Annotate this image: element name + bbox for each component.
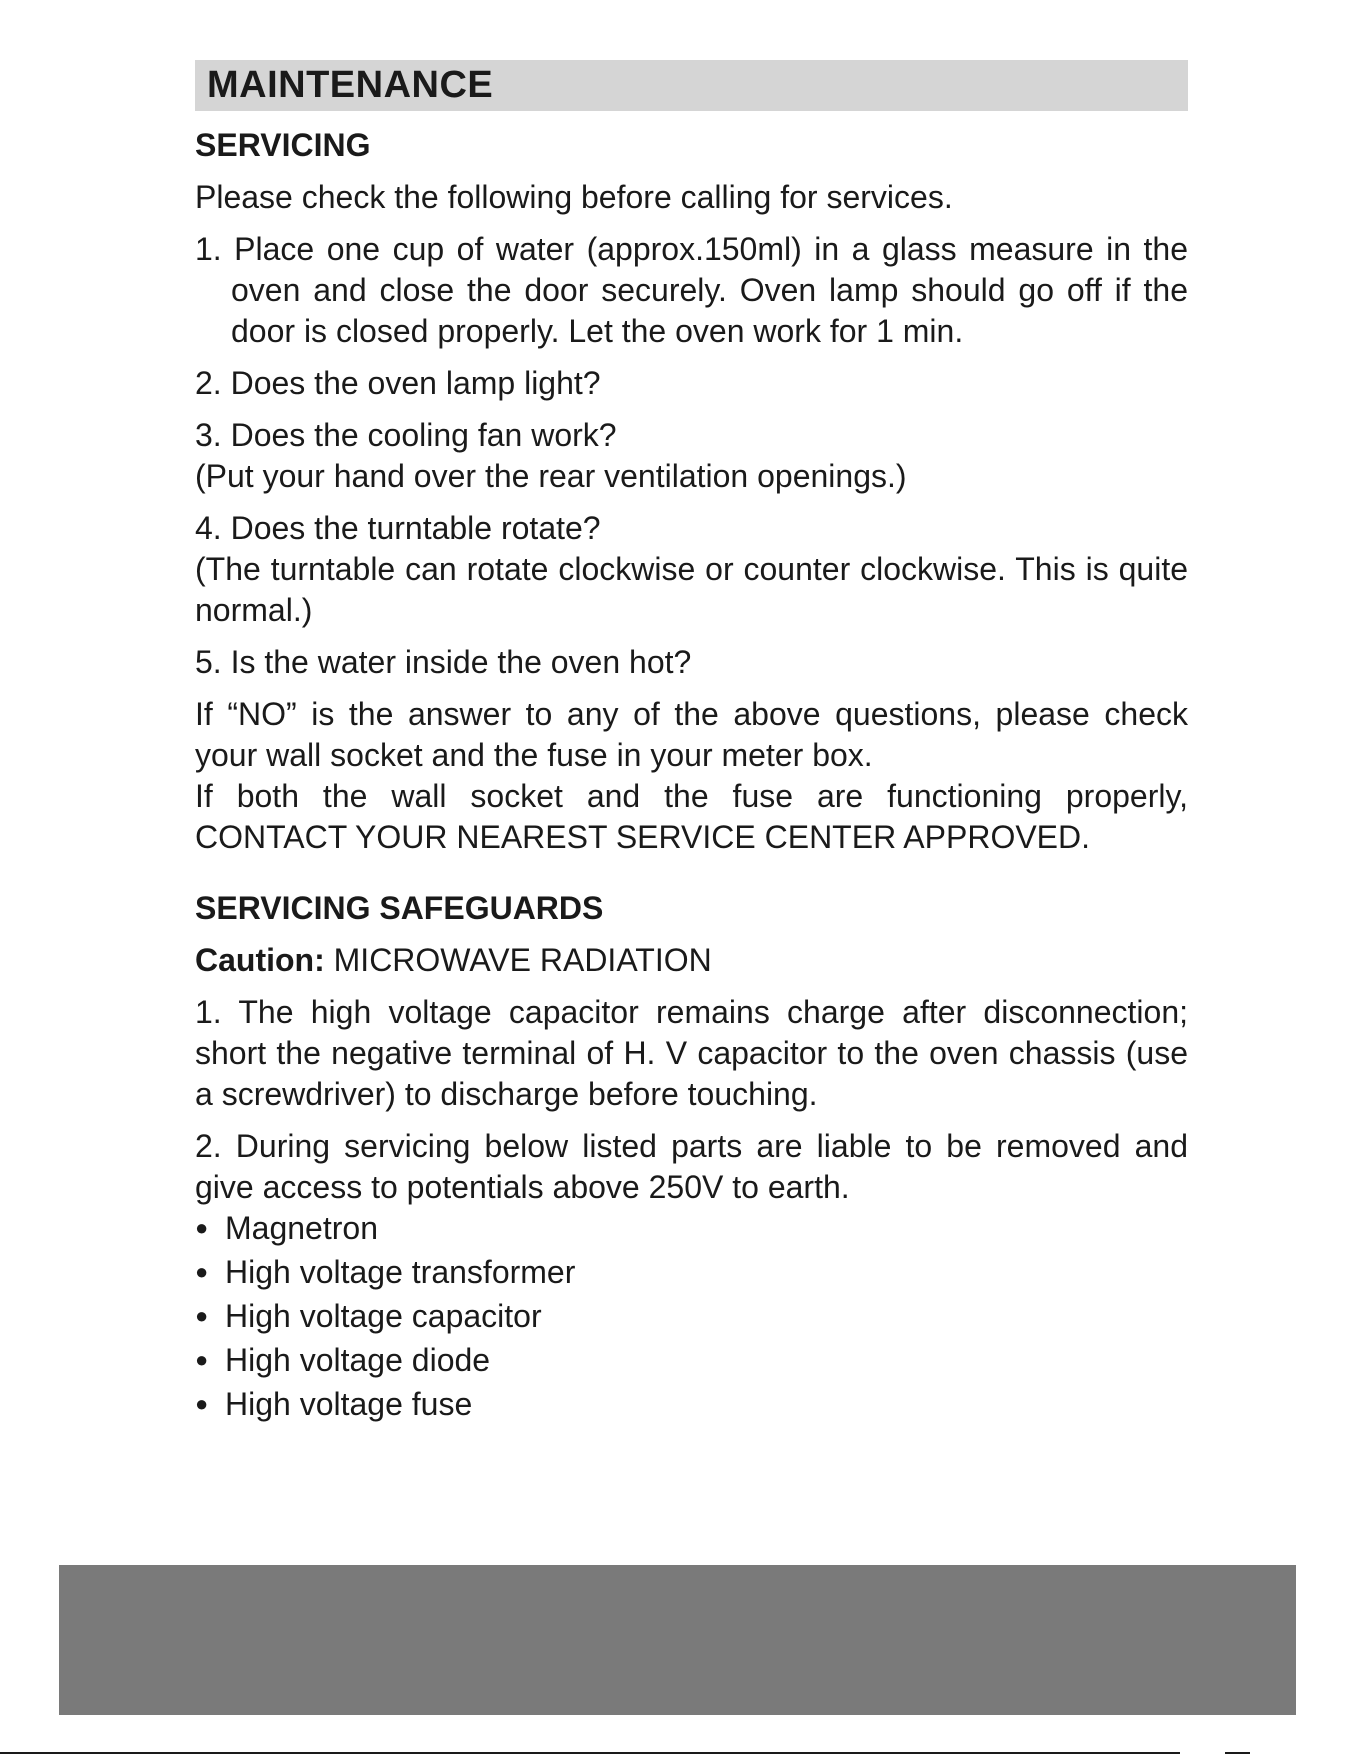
check-item-4-note: (The turntable can rotate clockwise or counter clockwise. This is quite normal.) <box>195 551 1188 628</box>
list-item: ●High voltage diode <box>195 1340 1188 1384</box>
check-item-2: 2. Does the oven lamp light? <box>195 365 601 401</box>
bullet-icon <box>195 1208 225 1252</box>
contact-notice: CONTACT YOUR NEAREST SERVICE CENTER APPROVED. <box>195 819 1091 855</box>
safeguard-item-2: 2. During servicing below listed parts are liable to be removed and give access to potentials above 250V to earth. <box>195 1128 1188 1205</box>
list-item: ●Magnetron <box>195 1208 1188 1252</box>
list-item: ●High voltage fuse <box>195 1384 1188 1428</box>
servicing-intro: Please check the following before calling for services. <box>195 179 953 215</box>
caution-line <box>195 940 1188 981</box>
bullet-icon <box>195 1340 225 1384</box>
bullet-icon <box>195 1384 225 1428</box>
bottom-rule <box>0 1752 1180 1754</box>
bullet-icon <box>195 1252 225 1296</box>
page-content <box>195 60 1188 1428</box>
bottom-rule-tick <box>1225 1752 1250 1754</box>
check-item-5: 5. Is the water inside the oven hot? <box>195 644 692 680</box>
bullet-icon <box>195 1296 225 1340</box>
title-bar <box>195 60 1188 111</box>
check-item-4: 4. Does the turntable rotate? <box>195 510 601 546</box>
caution-label: Caution: <box>195 942 325 978</box>
page-title: MAINTENANCE <box>207 64 494 106</box>
list-item: ●High voltage capacitor <box>195 1296 1188 1340</box>
parts-list <box>195 1208 1188 1428</box>
safeguard-item-1: 1. The high voltage capacitor remains charge after disconnection; short the negative terminal of H. V capacitor to the oven chassis (use a screwdriver) to discharge before touching. <box>195 994 1188 1112</box>
footer-band <box>59 1565 1296 1715</box>
if-no-paragraph: If “NO” is the answer to any of the above questions, please check your wall socket and the fuse in your meter box. <box>195 696 1188 773</box>
check-item-3-note: (Put your hand over the rear ventilation openings.) <box>195 458 907 494</box>
check-item-1: 1. Place one cup of water (approx.150ml) in a glass measure in the oven and close the door securely. Oven lamp should go off if the door is closed properly. Let the oven work for 1 min. <box>195 231 1188 349</box>
caution-text: MICROWAVE RADIATION <box>324 942 712 978</box>
safeguards-heading: SERVICING SAFEGUARDS <box>195 890 604 926</box>
servicing-heading: SERVICING <box>195 127 371 163</box>
check-item-3: 3. Does the cooling fan work? <box>195 417 617 453</box>
list-item: ●High voltage transformer <box>195 1252 1188 1296</box>
if-both-paragraph: If both the wall socket and the fuse are functioning properly, <box>195 778 1188 814</box>
